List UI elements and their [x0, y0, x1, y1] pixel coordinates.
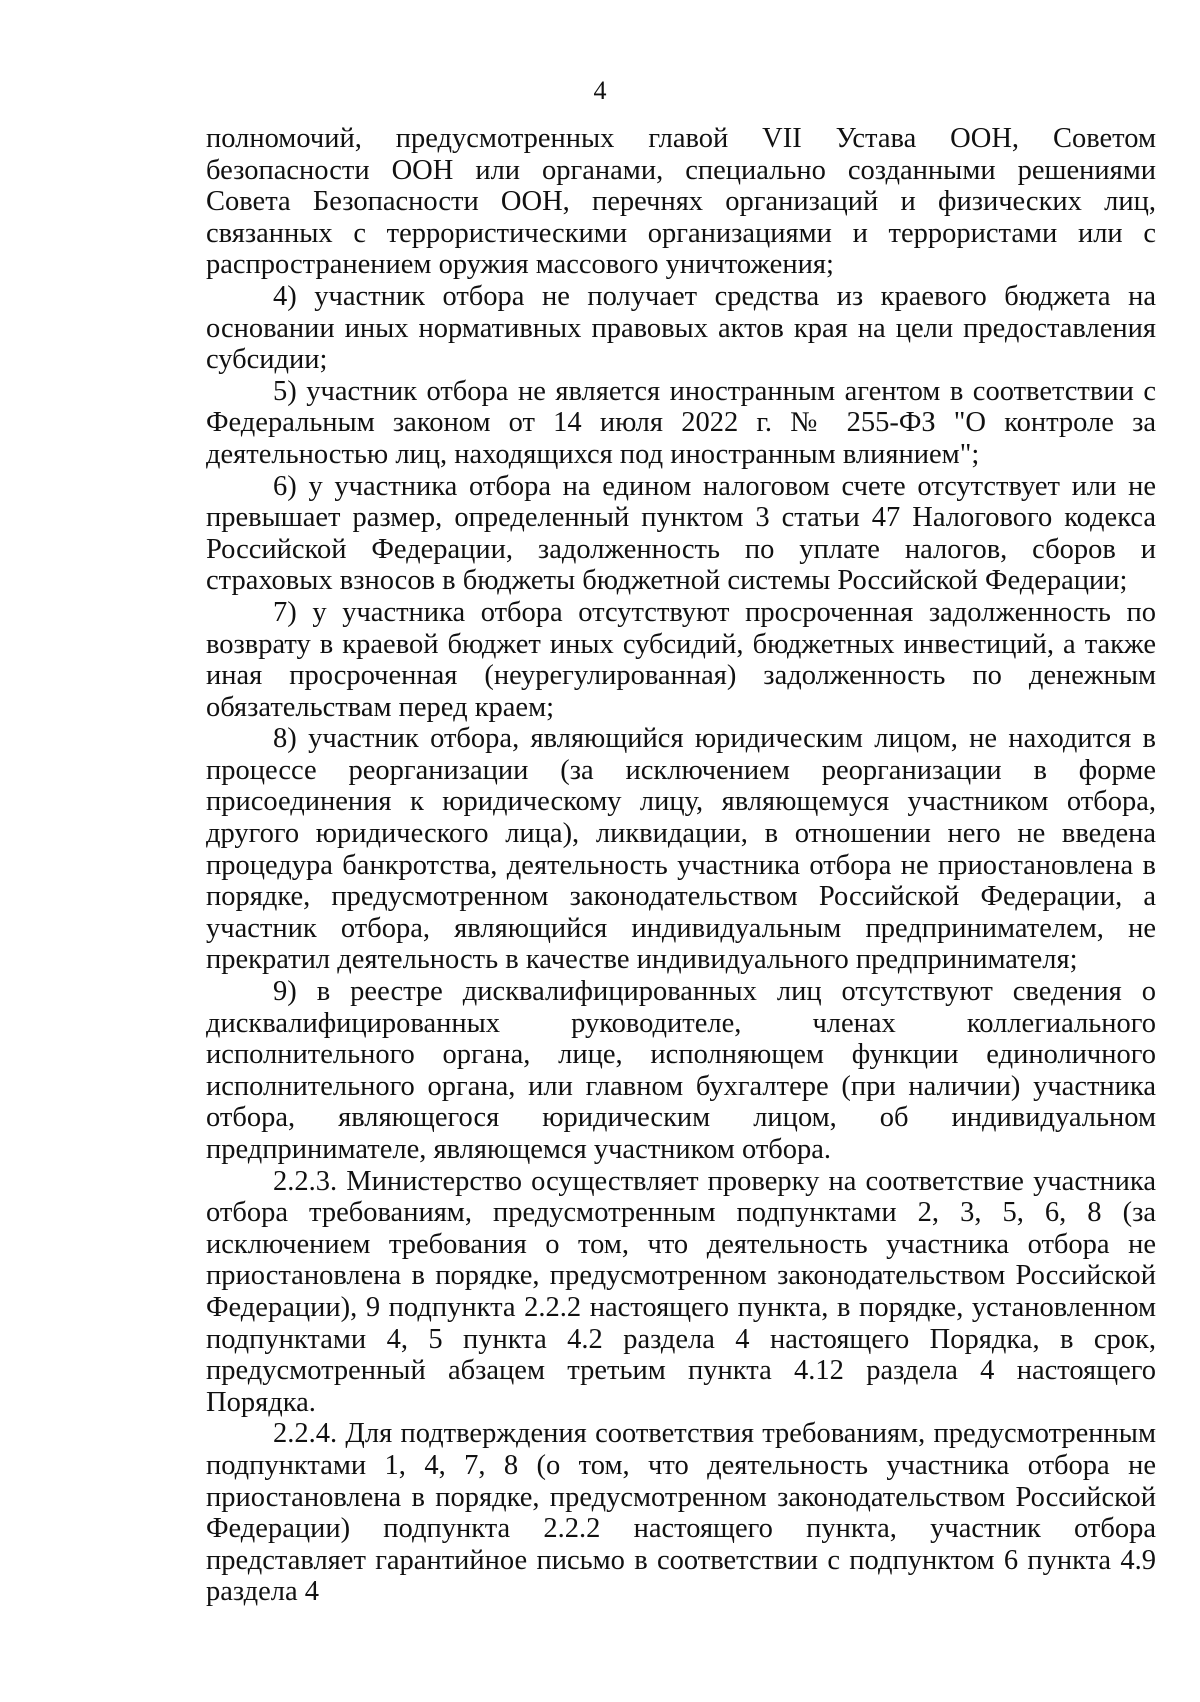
paragraph-item-5: 5) участник отбора не является иностранным агентом в соответствии с Федеральным законом от 14 июля 2022 г. № 255-ФЗ "О контроле за деятельностью лиц, находящихся под иностранным влиянием";: [206, 375, 1156, 470]
paragraph-item-6: 6) у участника отбора на едином налоговом счете отсутствует или не превышает размер, определенный пунктом 3 статьи 47 Налогового кодекса Российской Федерации, задолженность по уплате налогов, сборов и страховых взносов в бюджеты бюджетной системы Российской Федерации;: [206, 470, 1156, 597]
paragraph-item-8: 8) участник отбора, являющийся юридическим лицом, не находится в процессе реорганизации (за исключением реорганизации в форме присоединения к юридическому лицу, являющемуся участником отбора, другого юридического лица), ликвидации, в отношении него не введена процедура банкротства, деятельность участника отбора не приостановлена в порядке, предусмотренном законодательством Российской Федерации, а участник отбора, являющийся индивидуальным предпринимателем, не прекратил деятельность в качестве индивидуального предпринимателя;: [206, 723, 1156, 976]
paragraph-clause-2-2-3: 2.2.3. Министерство осуществляет проверку на соответствие участника отбора требованиям, предусмотренным подпунктами 2, 3, 5, 6, 8 (за исключением требования о том, что деятельность участника отбора не приостановлена в порядке, предусмотренном законодательством Российской Федерации), 9 подпункта 2.2.2 настоящего пункта, в порядке, установленном подпунктами 4, 5 пункта 4.2 раздела 4 настоящего Порядка, в срок, предусмотренный абзацем третьим пункта 4.12 раздела 4 настоящего Порядка.: [206, 1165, 1156, 1418]
paragraph-item-4: 4) участник отбора не получает средства из краевого бюджета на основании иных нормативных правовых актов края на цели предоставления субсидии;: [206, 280, 1156, 376]
paragraph-item-7: 7) у участника отбора отсутствуют просроченная задолженность по возврату в краевой бюджет иных субсидий, бюджетных инвестиций, а также иная просроченная (неурегулированная) задолженность по денежным обязательствам перед краем;: [206, 596, 1156, 723]
document-body: [206, 123, 1156, 1608]
paragraph-item-9: 9) в реестре дисквалифицированных лиц отсутствуют сведения о дисквалифицированных руководителе, членах коллегиального исполнительного органа, лице, исполняющем функции единоличного исполнительного органа, или главном бухгалтере (при наличии) участника отбора, являющегося юридическим лицом, об индивидуальном предпринимателе, являющемся участником отбора.: [206, 976, 1156, 1165]
paragraph-continuation: полномочий, предусмотренных главой VII Устава ООН, Советом безопасности ООН или органами, специально созданными решениями Совета Безопасности ООН, перечнях организаций и физических лиц, связанных с террористическими организациями и террористами или с распространением оружия массового уничтожения;: [206, 123, 1156, 281]
paragraph-clause-2-2-4: 2.2.4. Для подтверждения соответствия требованиям, предусмотренным подпунктами 1, 4, 7, 8 (о том, что деятельность участника отбора не приостановлена в порядке, предусмотренном законодательством Российской Федерации) подпункта 2.2.2 настоящего пункта, участник отбора представляет гарантийное письмо в соответствии с подпунктом 6 пункта 4.9 раздела 4: [206, 1418, 1156, 1608]
page-number: 4: [593, 76, 607, 105]
